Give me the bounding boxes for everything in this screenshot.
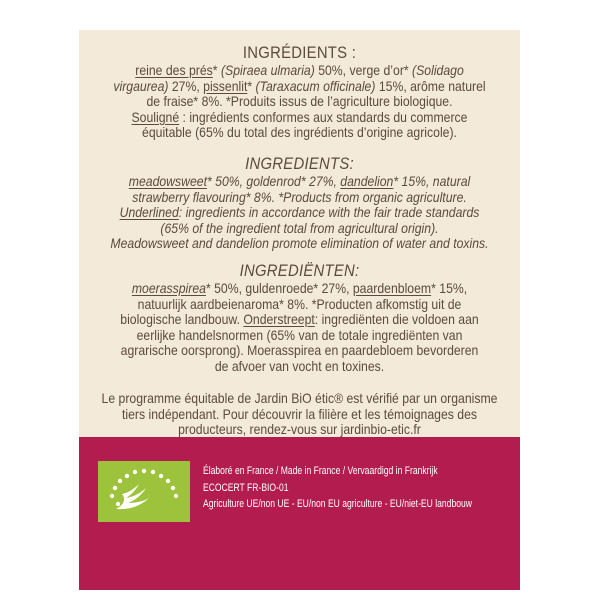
ingredients-label (79, 30, 520, 590)
dutch-section (101, 262, 498, 375)
dutch-line-6: de afvoer van vocht en toxines. (214, 358, 385, 374)
dutch-line-2: natuurlijk aardbeienaroma* 8%. *Producten afkomstig uit de (137, 296, 462, 312)
english-line-2: strawberry flavouring* 8%. *Products from organic agriculture. (132, 189, 467, 205)
agriculture-origin-text: Agriculture UE/non UE - EU/non EU agriculture - EU/niet-EU landbouw (203, 498, 472, 510)
eu-organic-leaf-graphic (98, 461, 190, 522)
french-line-4: Souligné : ingrédients conformes aux standards du commerce (131, 109, 468, 125)
origin-certification-text (203, 463, 472, 513)
french-heading: INGRÉDIENTS : (242, 44, 357, 62)
dutch-line-5: agrarische oorsprong). Moerasspirea en paardebloem bevorderen (120, 343, 479, 359)
french-line-1: reine des prés* (Spiraea ulmaria) 50%, verge d’or* (Solidago (135, 63, 464, 78)
french-section (101, 44, 498, 141)
english-section (101, 155, 498, 252)
certification-band (79, 437, 520, 590)
english-line-3: Underlined: ingredients in accordance with the fair trade standards (119, 205, 480, 221)
dutch-heading: INGREDIËNTEN: (239, 262, 360, 280)
dutch-line-3: biologische landbouw. Onderstreept: ingrediënten die voldoen aan (120, 312, 479, 328)
english-heading: INGREDIENTS: (245, 155, 354, 173)
note-line-3: producteurs, rendez-vous sur jardinbio-etic.fr (178, 422, 421, 438)
note-line-2: tiers indépendant. Pour découvrir la filière et les témoignages des (121, 406, 477, 422)
dutch-line-1: moerasspirea* 50%, guldenroede* 27%, paardenbloem* 15%, (131, 281, 468, 296)
english-line-5: Meadowsweet and dandelion promote elimination of water and toxins. (110, 236, 489, 252)
dutch-line-4: eerlijke handelsnormen (65% van de totale ingrediënten van (136, 327, 463, 343)
made-in-text: Élaboré en France / Made in France / Vervaardigd in Frankrijk (203, 465, 438, 477)
french-line-5: équitable (65% du total des ingrédients d’origine agricole). (142, 125, 457, 141)
fair-trade-note (101, 391, 498, 438)
english-line-1: meadowsweet* 50%, goldenrod* 27%, dandelion* 15%, natural (128, 174, 471, 189)
eu-organic-leaf-icon (98, 461, 190, 522)
french-line-3: de fraise* 8%. *Produits issus de l’agriculture biologique. (146, 94, 453, 110)
note-line-1: Le programme équitable de Jardin BiO étic® est vérifié par un organisme (101, 391, 498, 406)
french-line-2: virgaurea) 27%, pissenlit* (Taraxacum officinale) 15%, arôme naturel (113, 78, 486, 94)
english-line-4: (65% of the ingredient total from agricultural origin). (160, 220, 439, 236)
ecocert-code: ECOCERT FR-BIO-01 (203, 481, 289, 494)
